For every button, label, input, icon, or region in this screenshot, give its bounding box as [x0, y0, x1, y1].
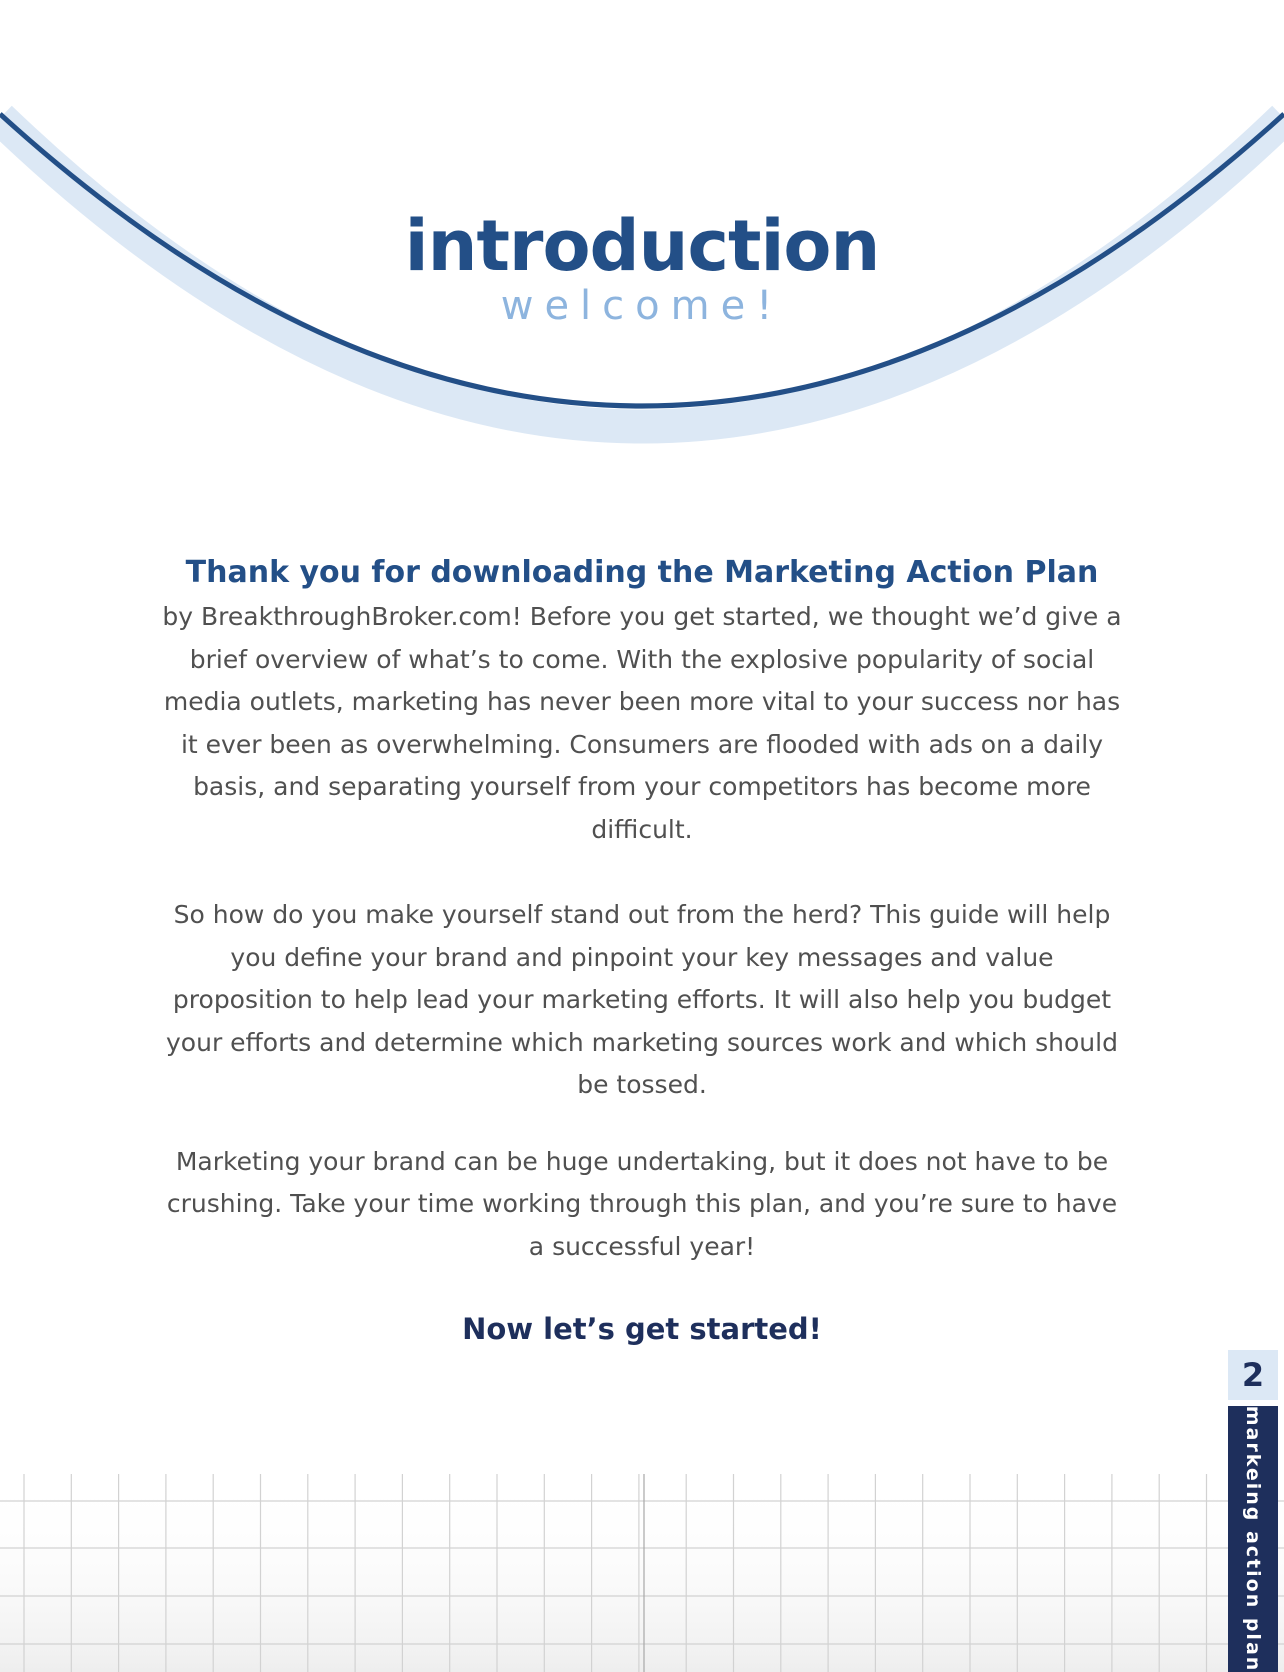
page-title: introduction — [404, 205, 880, 287]
intro-body — [160, 550, 1124, 1352]
intro-paragraph-1-text: by BreakthroughBroker.com! Before you get started, we thought we’d give a brief overview of what’s to come. With the explosive popularity of social media outlets, marketing has never been more vital to your success nor has it ever been as overwhelming. Consumers are flooded with ads on a daily basis, and separating yourself from your competitors has become more difficult. — [162, 602, 1122, 844]
intro-paragraph-2: So how do you make yourself stand out from the herd? This guide will help you define your brand and pinpoint your key messages and value proposition to help lead your marketing efforts. It will also help you budget your efforts and determine which marketing sources work and which should be tossed. — [166, 900, 1118, 1099]
call-to-action: Now let’s get started! — [462, 1312, 822, 1346]
side-tab — [1228, 1406, 1278, 1672]
grid-background-decoration — [0, 1474, 1284, 1672]
page-number: 2 — [1228, 1350, 1278, 1400]
intro-paragraph-3: Marketing your brand can be huge undertaking, but it does not have to be crushing. Take your time working through this plan, and you’re sure to have a successful year! — [166, 1146, 1118, 1261]
page-subtitle: welcome! — [500, 283, 784, 329]
intro-lead-heading: Thank you for downloading the Marketing Action Plan — [185, 555, 1099, 590]
side-tab-label: markeing action plan — [1242, 1405, 1264, 1672]
intro-paragraph-1 — [160, 550, 1124, 851]
